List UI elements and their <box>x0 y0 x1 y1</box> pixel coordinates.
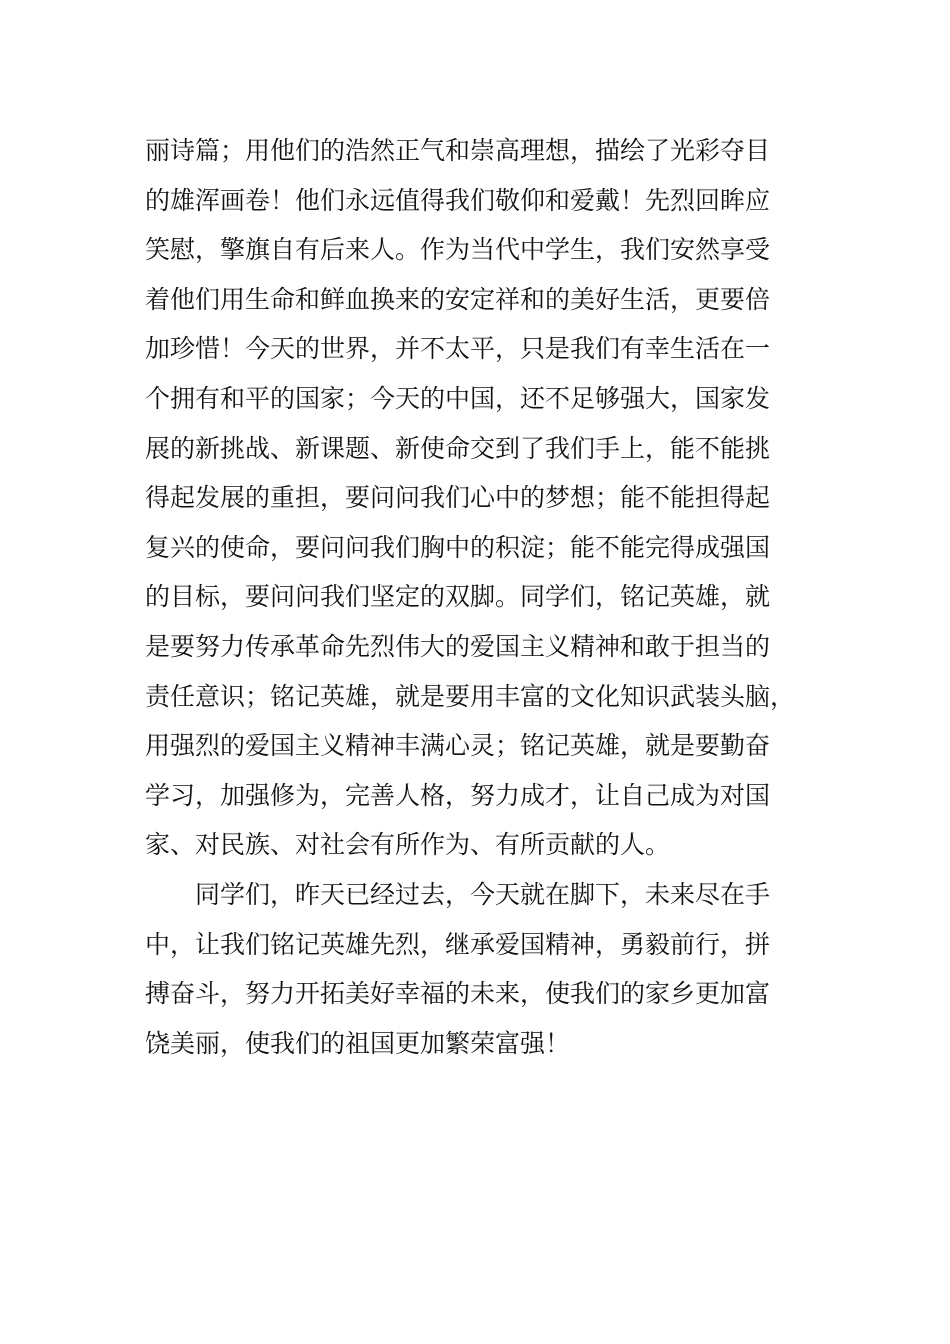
paragraph-1 <box>145 126 825 870</box>
text-line: 中，让我们铭记英雄先烈，继承爱国精神，勇毅前行，拼 <box>145 929 771 959</box>
text-line: 笑慰，擎旗自有后来人。作为当代中学生，我们安然享受 <box>145 235 771 265</box>
body-text <box>145 126 825 1068</box>
text-line: 家、对民族、对社会有所作为、有所贡献的人。 <box>145 830 671 860</box>
text-line: 的目标，要问问我们坚定的双脚。同学们，铭记英雄，就 <box>145 582 771 612</box>
text-line: 个拥有和平的国家；今天的中国，还不足够强大，国家发 <box>145 383 771 413</box>
text-line: 用强烈的爱国主义精神丰满心灵；铭记英雄，就是要勤奋 <box>145 731 771 761</box>
text-line: 责任意识；铭记英雄，就是要用丰富的文化知识武装头脑， <box>145 681 796 711</box>
text-line: 同学们，昨天已经过去，今天就在脚下，未来尽在手 <box>195 879 771 909</box>
text-line: 加珍惜！今天的世界，并不太平，只是我们有幸生活在一 <box>145 334 771 364</box>
text-line: 复兴的使命，要问问我们胸中的积淀；能不能完得成强国 <box>145 532 771 562</box>
text-line: 展的新挑战、新课题、新使命交到了我们手上，能不能挑 <box>145 433 771 463</box>
text-line: 丽诗篇；用他们的浩然正气和崇高理想，描绘了光彩夺目 <box>145 136 771 165</box>
text-line: 着他们用生命和鲜血换来的安定祥和的美好生活，更要倍 <box>145 284 771 314</box>
paragraph-2 <box>145 870 825 1068</box>
text-line: 搏奋斗，努力开拓美好幸福的未来，使我们的家乡更加富 <box>145 979 771 1009</box>
text-line: 饶美丽，使我们的祖国更加繁荣富强！ <box>145 1028 571 1058</box>
text-line: 的雄浑画卷！他们永远值得我们敬仰和爱戴！先烈回眸应 <box>145 185 771 215</box>
text-line: 得起发展的重担，要问问我们心中的梦想；能不能担得起 <box>145 483 771 513</box>
text-line: 学习，加强修为，完善人格，努力成才，让自己成为对国 <box>145 780 771 810</box>
text-line: 是要努力传承革命先烈伟大的爱国主义精神和敢于担当的 <box>145 631 771 661</box>
